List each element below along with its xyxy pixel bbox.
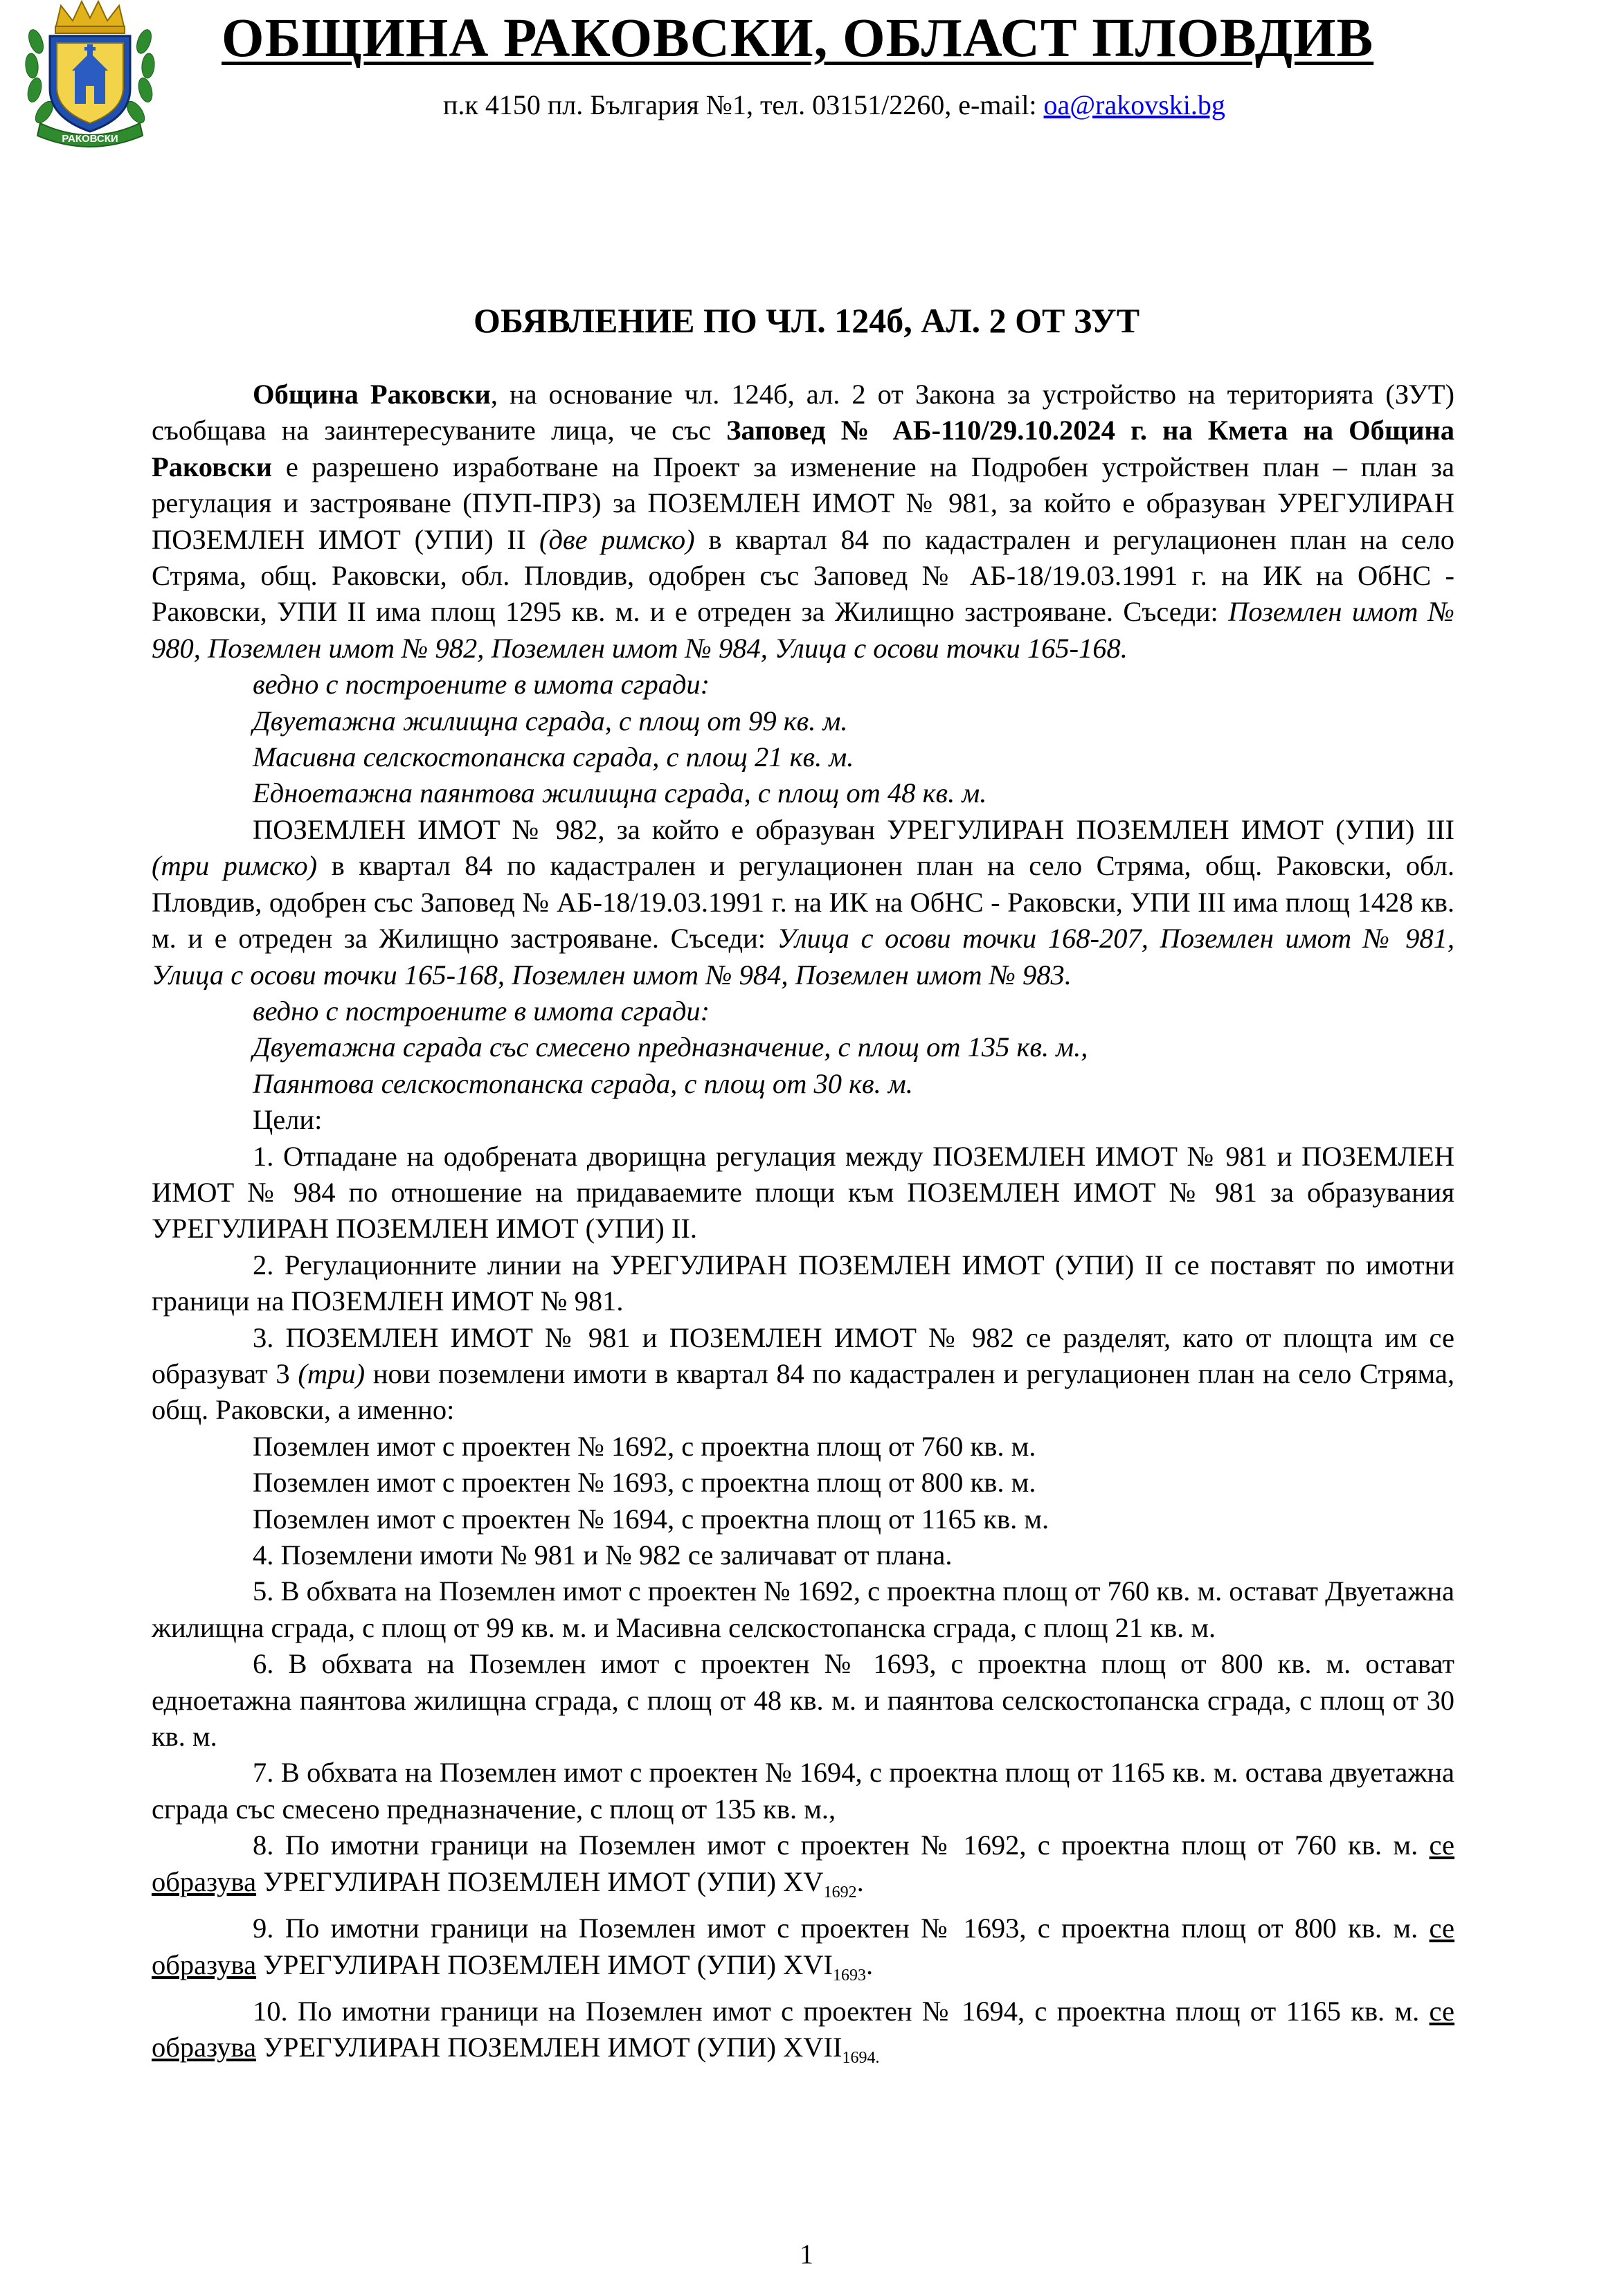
goal-item: 6. В обхвата на Поземлен имот с проектен № 1693, с проектна площ от 800 кв. м. остават едноетажна паянтова жилищна сграда, с площ от 48 кв. м. и паянтова селскостопанска сграда, с площ от 30 кв. м. xyxy=(152,1648,1454,1753)
goal-item: 2. Регулационните линии на УРЕГУЛИРАН ПОЗЕМЛЕН ИМОТ (УПИ) II се поставят по имотни граници на ПОЗЕМЛЕН ИМОТ № 981. xyxy=(152,1249,1454,1317)
buildings-intro-981: ведно с построените в имота сгради: xyxy=(253,669,710,700)
building-item: Двуетажна жилищна сграда, с площ от 99 кв. м. xyxy=(253,705,848,736)
goal-item: 7. В обхвата на Поземлен имот с проектен № 1694, с проектна площ от 1165 кв. м. остава двуетажна сграда със смесено предназначение, с площ от 135 кв. м., xyxy=(152,1757,1454,1825)
svg-text:РАКОВСКИ: РАКОВСКИ xyxy=(62,133,118,145)
building-item: Двуетажна сграда със смесено предназначение, с площ от 135 кв. м., xyxy=(253,1031,1088,1063)
paragraph-intro: Община Раковски, на основание чл. 124б, ал. 2 от Закона за устройство на територията (ЗУТ) съобщава на заинтересуваните лица, че със Заповед № АБ-110/29.10.2024 г. на Кмета на Община Раковски е разрешено изработване на Проект за изменение на Подробен устройствен план – план за регулация и застрояване (ПУП-ПРЗ) за ПОЗЕМЛЕН ИМОТ № 981, за който е образуван УРЕГУЛИРАН ПОЗЕМЛЕН ИМОТ (УПИ) II (две римско) в квартал 84 по кадастрален и регулационен план на село Стряма, общ. Раковски, обл. Пловдив, одобрен със Заповед № АБ-18/19.03.1991 г. на ИК на ОбНС - Раковски, УПИ II има площ 1295 кв. м. и е отреден за Жилищно застрояване. Съседи: Поземлен имот № 980, Поземлен имот № 982, Поземлен имот № 984, Улица с осови точки 165-168. xyxy=(152,379,1454,664)
contact-address: п.к 4150 пл. България №1, тел. 03151/2260, e-mail: xyxy=(443,89,1044,120)
goal-item: 8. По имотни граници на Поземлен имот с проектен № 1692, с проектна площ от 760 кв. м. се образува УРЕГУЛИРАН ПОЗЕМЛЕН ИМОТ (УПИ) $XV_{1692}$. xyxy=(152,1829,1454,1901)
announcement-title: ОБЯВЛЕНИЕ ПО ЧЛ. 124б, АЛ. 2 ОТ ЗУТ xyxy=(473,301,1140,340)
municipality-crest-icon xyxy=(21,0,159,148)
goal-item: 10. По имотни граници на Поземлен имот с проектен № 1694, с проектна площ от 1165 кв. м. се образува УРЕГУЛИРАН ПОЗЕМЛЕН ИМОТ (УПИ) $XVII_{1694.}$ xyxy=(152,1996,1454,2068)
building-item: Едноетажна паянтова жилищна сграда, с площ от 48 кв. м. xyxy=(253,777,987,809)
planned-property-item: Поземлен имот с проектен № 1693, с проектна площ от 800 кв. м. xyxy=(253,1467,1036,1499)
municipality-contact xyxy=(443,84,1412,126)
planned-property-item: Поземлен имот с проектен № 1694, с проектна площ от 1165 кв. м. xyxy=(253,1503,1049,1535)
goal-item: 9. По имотни граници на Поземлен имот с проектен № 1693, с проектна площ от 800 кв. м. се образува УРЕГУЛИРАН ПОЗЕМЛЕН ИМОТ (УПИ) $XVI_{1693}$. xyxy=(152,1913,1454,1985)
planned-property-item: Поземлен имот с проектен № 1692, с проектна площ от 760 кв. м. xyxy=(253,1430,1036,1462)
announcement-body xyxy=(152,377,1454,2077)
page-number: 1 xyxy=(800,2239,813,2270)
goals-label: Цели: xyxy=(253,1104,323,1136)
email-link[interactable]: oa@rakovski.bg xyxy=(1043,89,1225,120)
buildings-intro-982: ведно с построените в имота сгради: xyxy=(253,995,710,1027)
municipality-title: ОБЩИНА РАКОВСКИ, ОБЛАСТ ПЛОВДИВ xyxy=(222,8,1374,69)
goal-item: 5. В обхвата на Поземлен имот с проектен № 1692, с проектна площ от 760 кв. м. остават Двуетажна жилищна сграда, с площ от 99 кв. м. и Масивна селскостопанска сграда, с площ 21 кв. м. xyxy=(152,1575,1454,1643)
goal-item: 4. Поземлени имоти № 981 и № 982 се заличават от плана. xyxy=(253,1539,953,1571)
building-item: Паянтова селскостопанска сграда, с площ от 30 кв. м. xyxy=(253,1067,913,1099)
building-item: Масивна селскостопанска сграда, с площ 21 кв. м. xyxy=(253,741,854,773)
paragraph-property-982: ПОЗЕМЛЕН ИМОТ № 982, за който е образуван УРЕГУЛИРАН ПОЗЕМЛЕН ИМОТ (УПИ) III (три римско) в квартал 84 по кадастрален и регулационен план на село Стряма, общ. Раковски, обл. Пловдив, одобрен със Заповед № АБ-18/19.03.1991 г. на ИК на ОбНС - Раковски, УПИ III има площ 1428 кв. м. и е отреден за Жилищно застрояване. Съседи: Улица с осови точки 168-207, Поземлен имот № 981, Улица с осови точки 165-168, Поземлен имот № 984, Поземлен имот № 983. xyxy=(152,813,1454,991)
goal-item: 3. ПОЗЕМЛЕН ИМОТ № 981 и ПОЗЕМЛЕН ИМОТ № 982 се разделят, като от площта им се образуват 3 (три) нови поземлени имоти в квартал 84 по кадастрален и регулационен план на село Стряма, общ. Раковски, а именно: xyxy=(152,1321,1455,1426)
goal-item: 1. Отпадане на одобрената дворищна регулация между ПОЗЕМЛЕН ИМОТ № 981 и ПОЗЕМЛЕН ИМОТ № 984 по отношение на придаваемите площи към ПОЗЕМЛЕН ИМОТ № 981 за образувания УРЕГУЛИРАН ПОЗЕМЛЕН ИМОТ (УПИ) II. xyxy=(152,1140,1454,1245)
